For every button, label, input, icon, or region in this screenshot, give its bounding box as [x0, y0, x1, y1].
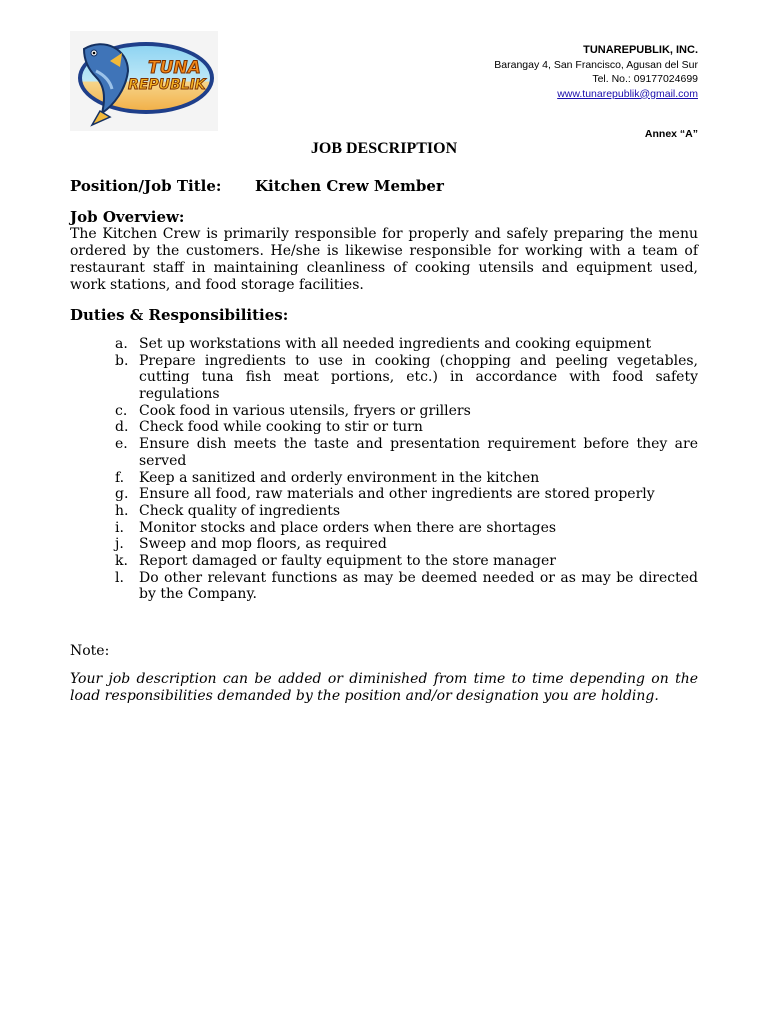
duty-text: Cook food in various utensils, fryers or grillers — [139, 402, 471, 419]
duty-marker: c. — [115, 402, 128, 419]
duty-item — [70, 570, 698, 603]
overview-text: The Kitchen Crew is primarily responsible for properly and safely preparing the menu ordered by the customers. He/she is likewise responsible for working with a team of restaurant staff in maintaining cleanliness of cooking utensils and equipment used, work stations, and food storage facilities. — [70, 226, 698, 293]
duties-list — [70, 336, 698, 603]
company-email-link[interactable]: www.tunarepublik@gmail.com — [557, 87, 698, 100]
document-title: JOB DESCRIPTION — [310, 140, 458, 157]
duty-item — [70, 536, 698, 553]
duty-text: Sweep and mop floors, as required — [139, 536, 387, 553]
company-address: Barangay 4, San Francisco, Agusan del Sur — [494, 58, 698, 71]
duty-item — [70, 403, 698, 420]
duty-item — [70, 436, 698, 469]
duty-marker: l. — [115, 569, 124, 586]
note-label: Note: — [70, 643, 110, 660]
logo-text-republik: REPUBLIK — [128, 77, 206, 93]
position-label: Position/Job Title: — [70, 177, 222, 195]
note-text: Your job description can be added or diminished from time to time depending on the load responsibilities demanded by the position and/or designation you are holding. — [70, 670, 698, 704]
duty-text: Set up workstations with all needed ingredients and cooking equipment — [139, 335, 652, 352]
duty-marker: k. — [115, 553, 128, 570]
duty-text: Check food while cooking to stir or turn — [139, 419, 423, 436]
duty-item — [70, 336, 698, 353]
company-header — [494, 43, 698, 101]
duties-heading: Duties & Responsibilities: — [70, 306, 289, 325]
duty-item — [70, 470, 698, 487]
position-value: Kitchen Crew Member — [255, 177, 444, 195]
duty-text: Report damaged or faulty equipment to the store manager — [139, 553, 556, 570]
duty-item — [70, 419, 698, 436]
duty-text: Check quality of ingredients — [139, 502, 341, 519]
duty-marker: j. — [115, 536, 124, 553]
tuna-republik-logo — [70, 31, 218, 131]
annex-label: Annex “A” — [644, 128, 698, 140]
duty-marker: g. — [115, 486, 129, 503]
duty-marker: i. — [115, 519, 124, 536]
duty-marker: h. — [115, 502, 129, 519]
duty-text: Prepare ingredients to use in cooking (chopping and peeling vegetables, cutting tuna fish meat portions, etc.) in accordance with food safety regulations — [139, 352, 698, 403]
document-body — [70, 178, 698, 704]
overview-heading: Job Overview: — [70, 207, 185, 226]
duty-item — [70, 503, 698, 520]
duty-marker: a. — [115, 335, 128, 352]
duty-text: Ensure dish meets the taste and presentation requirement before they are served — [139, 436, 698, 469]
duty-marker: e. — [115, 436, 128, 453]
duty-item — [70, 553, 698, 570]
duty-item — [70, 520, 698, 537]
company-name: TUNAREPUBLIK, INC. — [583, 44, 698, 56]
duty-text: Monitor stocks and place orders when there are shortages — [139, 519, 557, 536]
duty-marker: d. — [115, 419, 129, 436]
duty-item — [70, 486, 698, 503]
duty-text: Keep a sanitized and orderly environment in the kitchen — [139, 469, 540, 486]
logo-text-tuna: TUNA — [148, 58, 201, 78]
duty-text: Ensure all food, raw materials and other ingredients are stored properly — [139, 486, 655, 503]
duty-item — [70, 353, 698, 403]
duty-marker: f. — [115, 469, 125, 486]
position-row — [70, 178, 698, 195]
duty-marker: b. — [115, 352, 129, 369]
company-tel: Tel. No.: 09177024699 — [592, 73, 698, 85]
duty-text: Do other relevant functions as may be deemed needed or as may be directed by the Company. — [139, 569, 698, 603]
